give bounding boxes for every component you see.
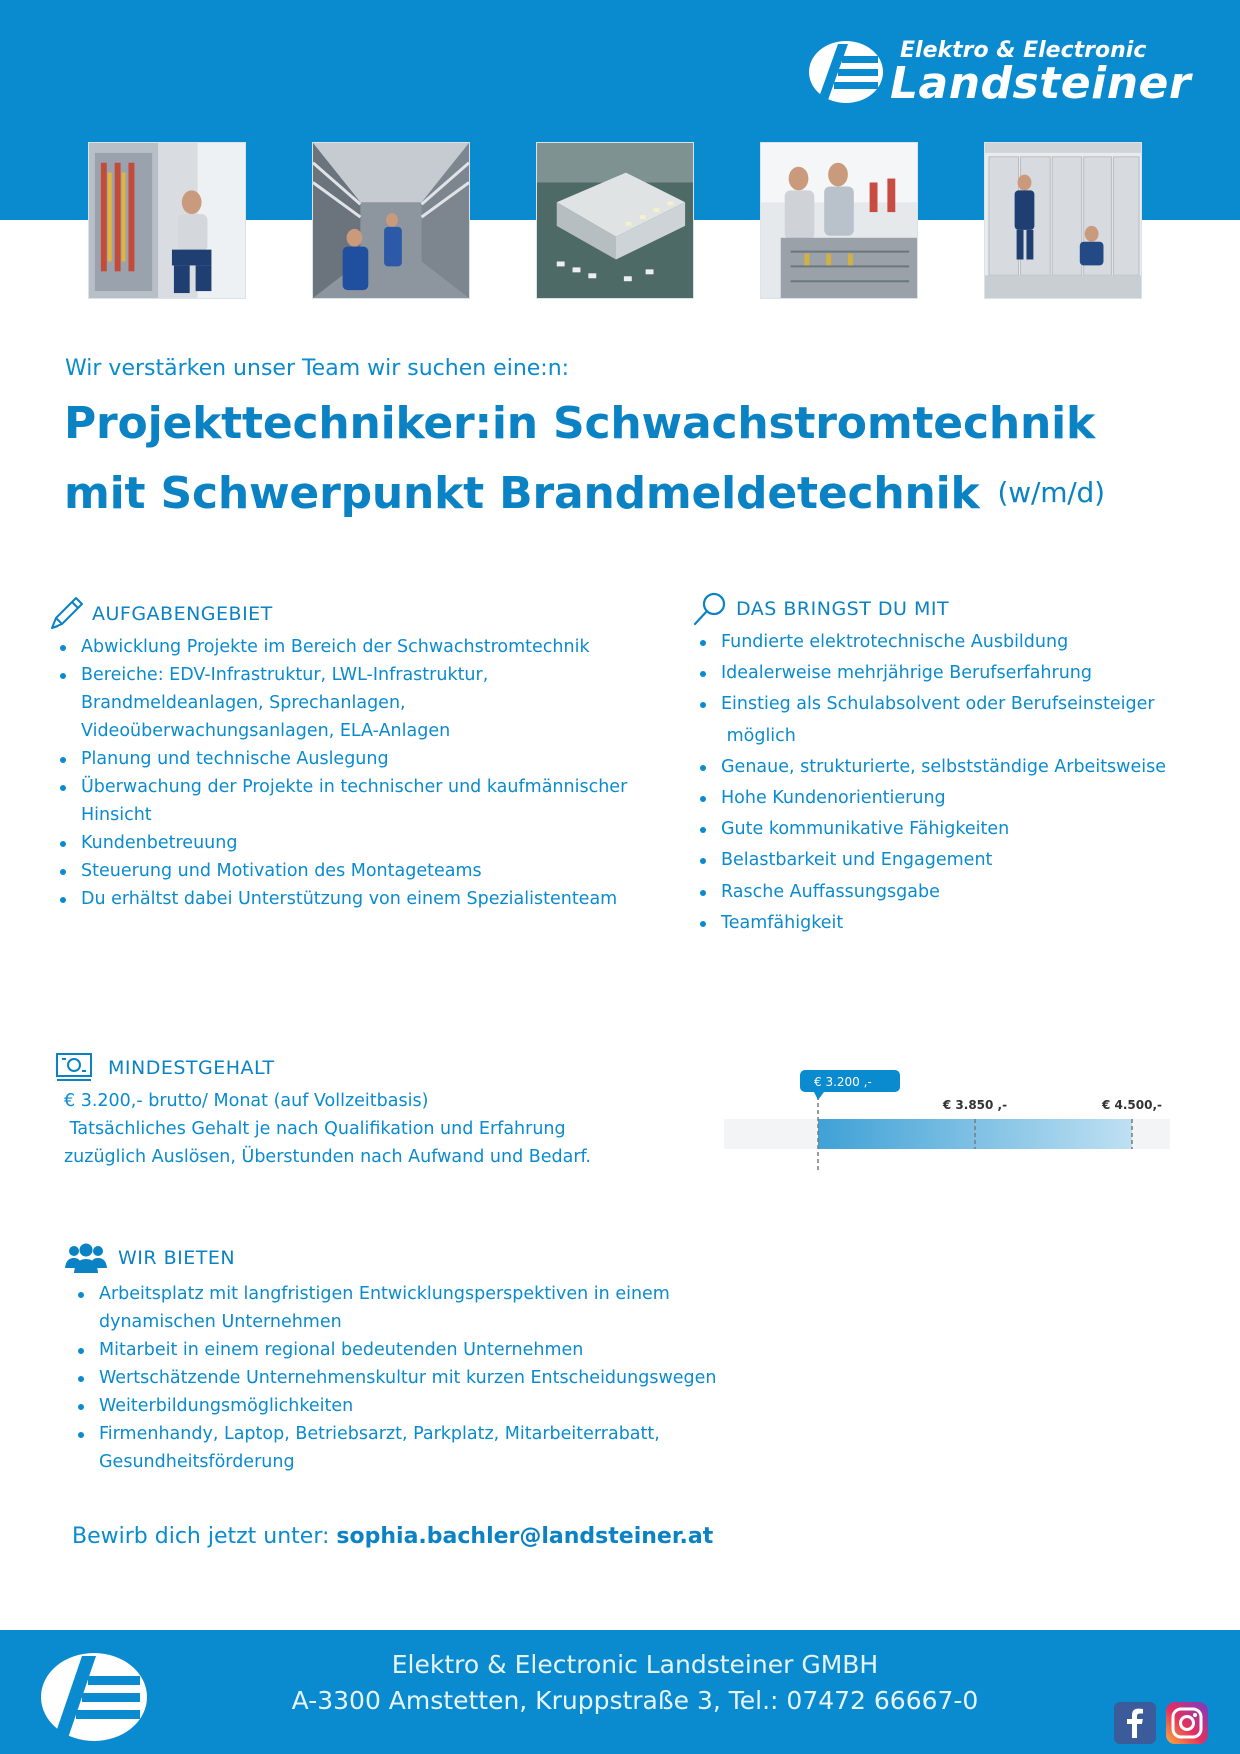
section-title-bieten: WIR BIETEN xyxy=(118,1247,236,1269)
list-item: Arbeitsplatz mit langfristigen Entwicklungsperspektiven in einem dynamischen Unternehmen xyxy=(76,1280,796,1336)
photo-company-building xyxy=(536,142,694,299)
team-icon xyxy=(64,1242,108,1274)
salary-line-1: € 3.200,- brutto/ Monat (auf Vollzeitbasis) xyxy=(64,1091,429,1111)
instagram-icon[interactable] xyxy=(1166,1702,1208,1744)
list-item: Mitarbeit in einem regional bedeutenden Unternehmen xyxy=(76,1336,796,1364)
section-head-bieten xyxy=(64,1242,235,1274)
section-title-profil: DAS BRINGST DU MIT xyxy=(736,598,950,620)
list-item: Planung und technische Auslegung xyxy=(58,745,678,773)
salary-icon xyxy=(54,1050,94,1086)
label-mid: € 3.850 ,- xyxy=(942,1098,1008,1112)
list-item: Bereiche: EDV-Infrastruktur, LWL-Infrastruktur, Brandmeldeanlagen, Sprechanlagen, Videoüberwachungsanlagen, ELA-Anlagen xyxy=(58,661,678,745)
list-item: Belastbarkeit und Engagement xyxy=(698,845,1218,876)
photo-switchgear-room xyxy=(984,142,1142,299)
section-head-gehalt xyxy=(54,1050,275,1086)
salary-line-2: Tatsächliches Gehalt je nach Qualifikation und Erfahrung xyxy=(64,1119,566,1139)
list-item: Fundierte elektrotechnische Ausbildung xyxy=(698,627,1218,658)
apply-prefix: Bewirb dich jetzt unter: xyxy=(72,1524,337,1549)
job-title-line-2 xyxy=(64,468,1105,519)
section-head-aufgaben xyxy=(48,596,273,632)
list-item: Kundenbetreuung xyxy=(58,829,678,857)
list-item: Idealerweise mehrjährige Berufserfahrung xyxy=(698,658,1218,689)
list-item: Firmenhandy, Laptop, Betriebsarzt, Parkplatz, Mitarbeiterrabatt, Gesundheitsförderung xyxy=(76,1420,796,1476)
job-title-suffix: (w/m/d) xyxy=(997,476,1105,509)
logo-line-small: Elektro & Electronic xyxy=(900,38,1147,63)
logo-line-big: Landsteiner xyxy=(890,58,1192,109)
job-title-line-1: Projekttechniker:in Schwachstromtechnik xyxy=(64,398,1096,449)
salary-scale-svg xyxy=(722,1066,1172,1176)
list-item: Wertschätzende Unternehmenskultur mit kurzen Entscheidungswegen xyxy=(76,1364,796,1392)
list-item: Steuerung und Motivation des Montageteams xyxy=(58,857,678,885)
facebook-icon[interactable] xyxy=(1114,1702,1156,1744)
label-min: € 3.200 ,- xyxy=(814,1075,872,1089)
section-title-aufgaben: AUFGABENGEBIET xyxy=(92,603,273,625)
section-head-profil xyxy=(692,591,949,627)
company-logo xyxy=(808,36,1228,109)
list-item: Du erhältst dabei Unterstützung von einem Spezialistenteam xyxy=(58,885,678,913)
list-item: Weiterbildungsmöglichkeiten xyxy=(76,1392,796,1420)
footer xyxy=(0,1630,1240,1754)
list-item: Abwicklung Projekte im Bereich der Schwachstromtechnik xyxy=(58,633,678,661)
list-item: Rasche Auffassungsgabe xyxy=(698,877,1218,908)
apply-email-link[interactable]: sophia.bachler@landsteiner.at xyxy=(336,1524,714,1549)
job-title-line-2-text: mit Schwerpunkt Brandmeldetechnik xyxy=(64,468,980,519)
section-title-gehalt: MINDESTGEHALT xyxy=(108,1057,275,1079)
aufgaben-list xyxy=(58,633,678,913)
footer-company: Elektro & Electronic Landsteiner GMBH xyxy=(391,1650,879,1679)
profil-list xyxy=(698,627,1218,939)
photo-strip xyxy=(0,142,1240,300)
label-max: € 4.500,- xyxy=(1101,1098,1163,1112)
list-item: Teamfähigkeit xyxy=(698,908,1218,939)
bieten-list xyxy=(76,1280,796,1476)
logo-mark-icon xyxy=(808,40,884,104)
footer-address: A-3300 Amstetten, Kruppstraße 3, Tel.: 07472 66667-0 xyxy=(291,1686,979,1715)
list-item: Genaue, strukturierte, selbstständige Arbeitsweise xyxy=(698,752,1218,783)
photo-technician-cabinet xyxy=(88,142,246,299)
apply-line xyxy=(72,1524,713,1549)
list-item: Überwachung der Projekte in technischer und kaufmännischer Hinsicht xyxy=(58,773,678,829)
pencil-icon xyxy=(48,596,84,632)
list-item: Einstieg als Schulabsolvent oder Berufseinsteiger möglich xyxy=(698,689,1218,751)
magnifier-icon xyxy=(692,591,728,627)
min-value-bubble xyxy=(800,1070,900,1100)
salary-line-3: zuzüglich Auslösen, Überstunden nach Aufwand und Bedarf. xyxy=(64,1147,591,1167)
list-item: Gute kommunikative Fähigkeiten xyxy=(698,814,1218,845)
salary-text xyxy=(64,1087,591,1171)
photo-cable-tray-workers xyxy=(312,142,470,299)
list-item: Hohe Kundenorientierung xyxy=(698,783,1218,814)
photo-workshop-team xyxy=(760,142,918,299)
salary-scale xyxy=(722,1066,1172,1176)
intro-text: Wir verstärken unser Team wir suchen eine:n: xyxy=(65,356,570,381)
